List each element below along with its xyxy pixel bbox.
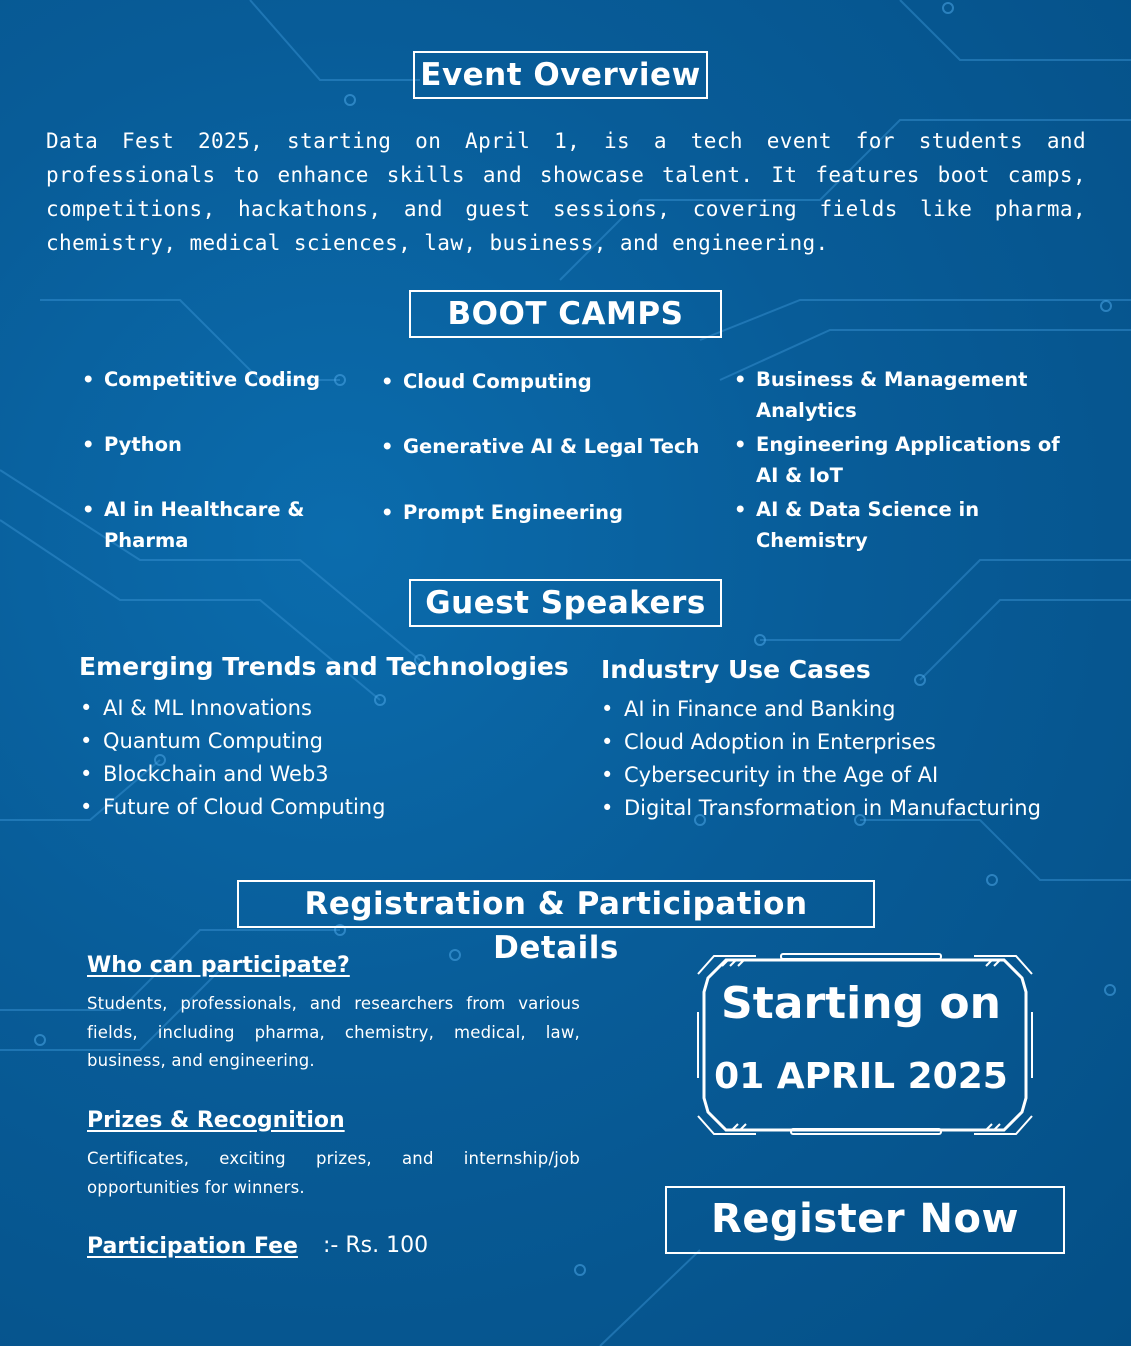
industry-use-cases-list — [601, 693, 1041, 825]
speaker-topic: • Future of Cloud Computing — [80, 791, 385, 824]
bootcamp-item: • Python — [82, 429, 332, 460]
prizes-heading: Prizes & Recognition — [87, 1108, 345, 1133]
bootcamp-item: • Business & Management Analytics — [734, 364, 1064, 426]
speaker-topic: • Cloud Adoption in Enterprises — [601, 726, 1041, 759]
emerging-trends-heading: Emerging Trends and Technologies — [79, 652, 569, 681]
bootcamp-item: • Engineering Applications of AI & IoT — [734, 429, 1064, 491]
boot-camps-column-2 — [381, 366, 711, 528]
speaker-topic: • AI & ML Innovations — [80, 692, 385, 725]
speaker-topic: • Cybersecurity in the Age of AI — [601, 759, 1041, 792]
guest-speakers-title: Guest Speakers — [409, 579, 722, 627]
bootcamp-item: • Prompt Engineering — [381, 497, 711, 528]
speaker-topic: • Quantum Computing — [80, 725, 385, 758]
boot-camps-title: BOOT CAMPS — [409, 290, 722, 338]
event-overview-title: Event Overview — [413, 51, 708, 99]
industry-use-cases-heading: Industry Use Cases — [601, 655, 871, 684]
emerging-trends-list — [80, 692, 385, 824]
boot-camps-column-1 — [82, 364, 332, 556]
start-date: 01 APRIL 2025 — [714, 1056, 1008, 1097]
event-overview-text: Data Fest 2025, starting on April 1, is a tech event for students and professionals to enhance skills and showcase talent. It features boot camps, competitions, hackathons, and guest sessions, covering fields like pharma, chemistry, medical sciences, law, business, and engineering. — [46, 129, 1086, 255]
bootcamp-item: • AI & Data Science in Chemistry — [734, 494, 1064, 556]
who-can-participate-heading: Who can participate? — [87, 953, 350, 978]
participation-fee-value: :- Rs. 100 — [323, 1233, 429, 1258]
prizes-text: Certificates, exciting prizes, and internship/job opportunities for winners. — [87, 1149, 580, 1197]
speaker-topic: • Blockchain and Web3 — [80, 758, 385, 791]
speaker-topic: • AI in Finance and Banking — [601, 693, 1041, 726]
registration-title: Registration & Participation Details — [237, 880, 875, 928]
register-now-button[interactable]: Register Now — [665, 1186, 1065, 1254]
bootcamp-item: • Competitive Coding — [82, 364, 332, 395]
participation-fee-heading: Participation Fee — [87, 1234, 298, 1259]
bootcamp-item: • AI in Healthcare & Pharma — [82, 494, 332, 556]
bootcamp-item: • Cloud Computing — [381, 366, 711, 397]
who-can-participate-text: Students, professionals, and researchers from various fields, including pharma, chemistry, medical, law, business, and engineering. — [87, 994, 580, 1070]
starting-on-label: Starting on — [721, 978, 1001, 1029]
speaker-topic: • Digital Transformation in Manufacturing — [601, 792, 1041, 825]
boot-camps-column-3 — [734, 364, 1064, 556]
bootcamp-item: • Generative AI & Legal Tech — [381, 431, 711, 462]
